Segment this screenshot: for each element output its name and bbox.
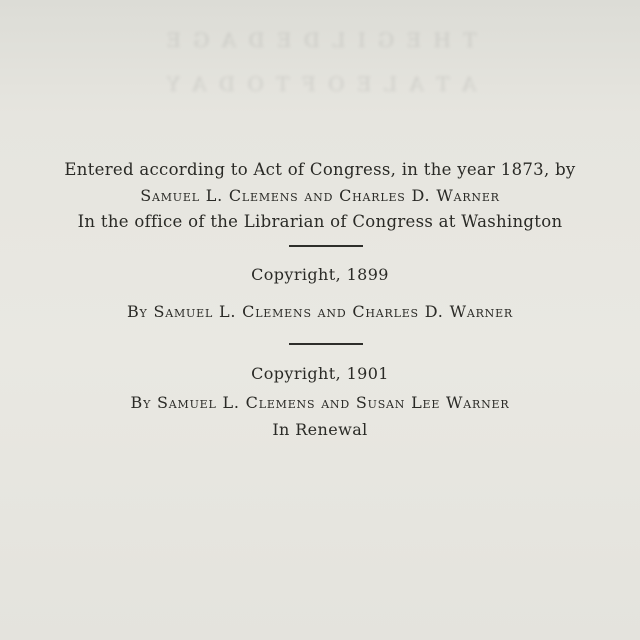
copyright-1899-holders: By Samuel L. Clemens and Charles D. Warner bbox=[126, 302, 513, 321]
copyright-1901: Copyright, 1901 bbox=[251, 364, 389, 383]
entry-authors: Samuel L. Clemens and Charles D. Warner bbox=[140, 186, 500, 205]
copyright-1899: Copyright, 1899 bbox=[251, 265, 389, 284]
divider-rule bbox=[289, 343, 363, 345]
renewal-note: In Renewal bbox=[272, 420, 368, 439]
entry-office: In the office of the Librarian of Congress at Washington bbox=[77, 212, 563, 231]
entry-statement: Entered according to Act of Congress, in the year 1873, by bbox=[64, 160, 576, 179]
copyright-1901-holders: By Samuel L. Clemens and Susan Lee Warner bbox=[130, 393, 510, 412]
bleed-through-text: T H E G I L D E D A G E A T A L E O F T O D A Y bbox=[163, 28, 477, 96]
divider-rule bbox=[289, 245, 363, 247]
